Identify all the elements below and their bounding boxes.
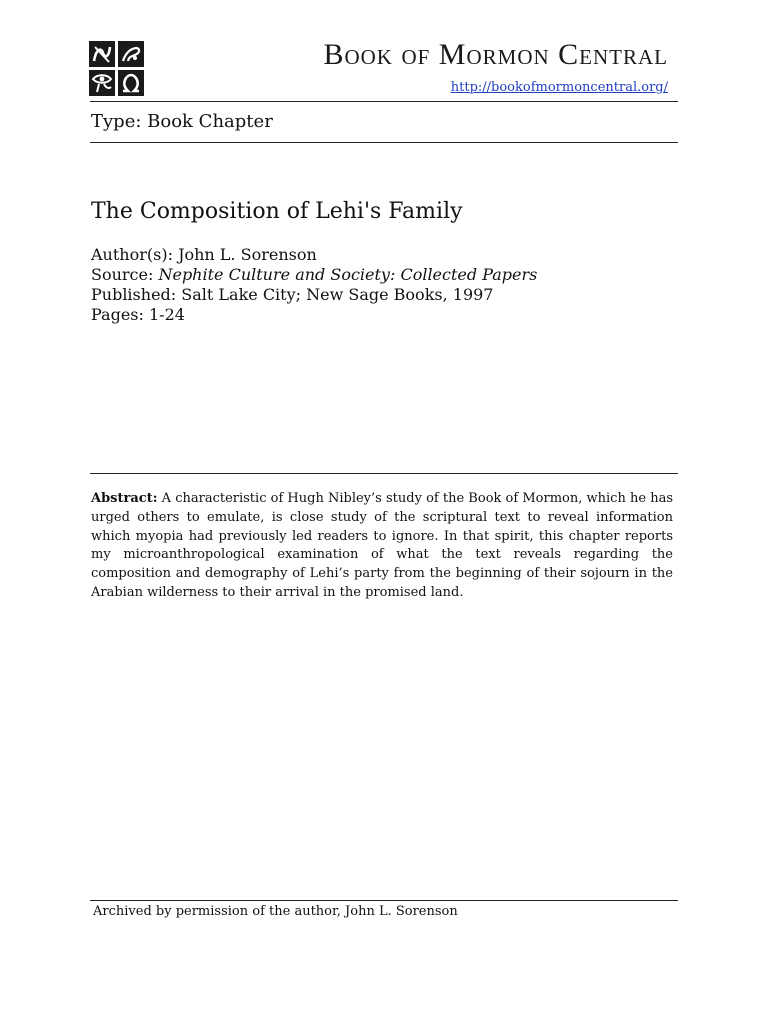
- type-value: Book Chapter: [147, 111, 273, 132]
- pages-line: [91, 305, 537, 325]
- source-value: Nephite Culture and Society: Collected Papers: [158, 265, 538, 284]
- document-title: The Composition of Lehi's Family: [91, 199, 463, 224]
- source-label: Source:: [91, 265, 154, 284]
- author-value: John L. Sorenson: [178, 245, 317, 264]
- abstract-label: Abstract:: [91, 491, 158, 506]
- author-label: Author(s):: [91, 245, 173, 264]
- footer-divider: [90, 900, 678, 901]
- abstract: [91, 490, 673, 603]
- published-line: [91, 285, 537, 305]
- abstract-divider: [90, 473, 678, 474]
- archive-notice: Archived by permission of the author, John L. Sorenson: [93, 904, 458, 919]
- header-divider: [90, 101, 678, 102]
- site-logo: [89, 41, 145, 97]
- site-url-link[interactable]: http://bookofmormoncentral.org/: [450, 80, 668, 95]
- type-label: Type:: [91, 111, 142, 132]
- pages-label: Pages:: [91, 305, 144, 324]
- source-line: [91, 265, 537, 285]
- author-line: [91, 245, 537, 265]
- site-title: Book of Mormon Central: [323, 38, 668, 71]
- document-type: [91, 111, 273, 132]
- published-label: Published:: [91, 285, 177, 304]
- document-metadata: [91, 245, 537, 325]
- abstract-text: A characteristic of Hugh Nibley’s study of the Book of Mormon, which he has urged others to emulate, is close study of the scriptural text to reveal information which myopia had previously led readers to ignore. In that spirit, this chapter reports my microanthropological examination of what the text reveals regarding the composition and demography of Lehi’s party from the beginning of their sojourn in the Arabian wilderness to their arrival in the promised land.: [91, 491, 673, 600]
- type-divider: [90, 142, 678, 143]
- pages-value: 1-24: [149, 305, 185, 324]
- published-value: Salt Lake City; New Sage Books, 1997: [181, 285, 494, 304]
